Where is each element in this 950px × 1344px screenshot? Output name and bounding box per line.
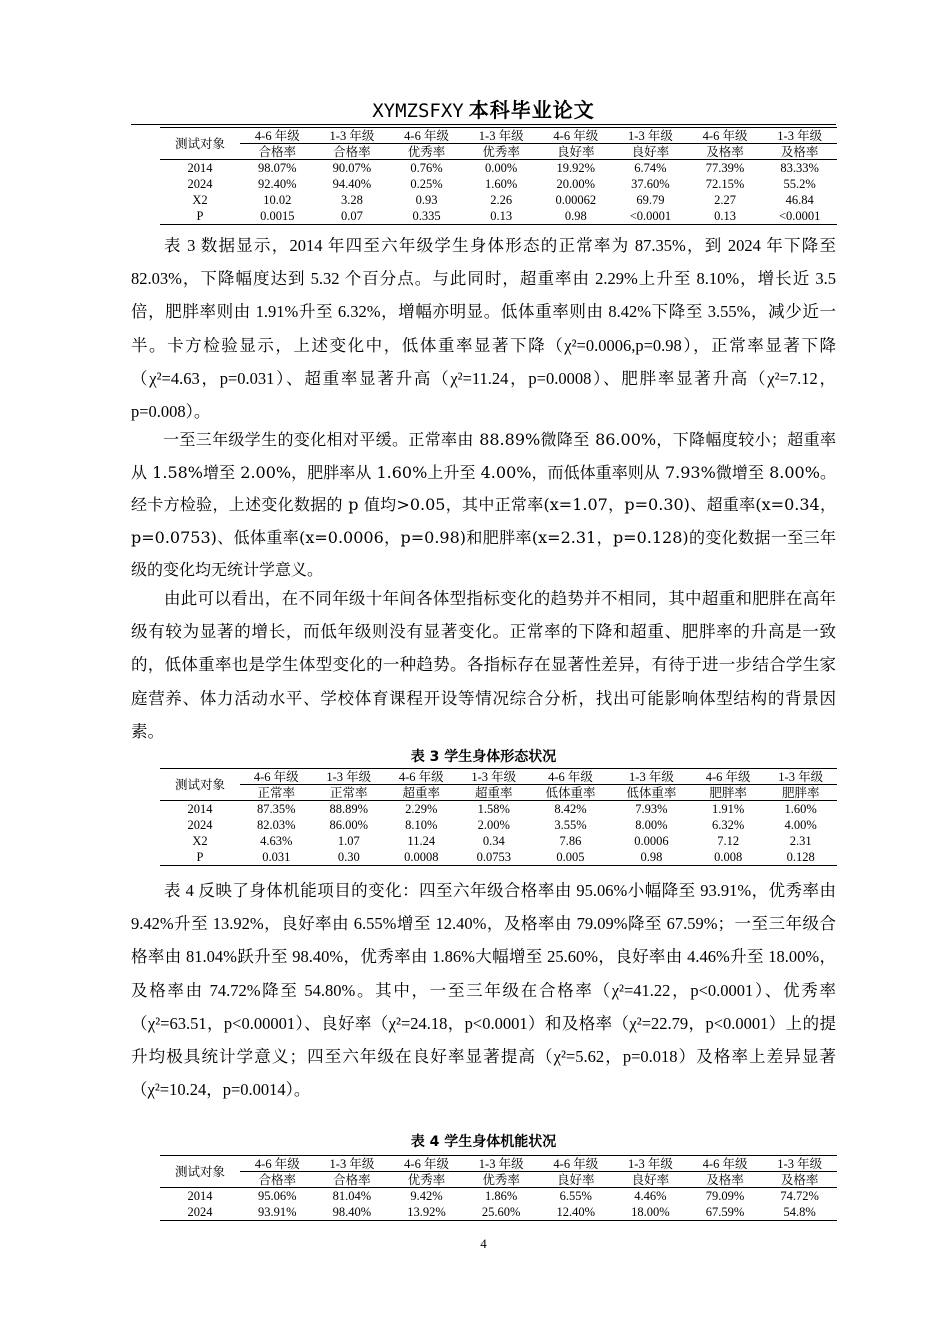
row-label: 2014 [187,1189,213,1203]
column-grade: 1-3 年级 [471,769,517,784]
column-grade: 4-6 年级 [553,128,599,143]
table-cell: 82.03% [256,818,296,832]
table-cell: 0.76% [410,161,443,175]
column-metric: 肥胖率 [692,785,765,801]
table-cell: 46.84 [785,193,814,207]
table-cell: 9.42% [410,1189,443,1203]
table-cell: 6.74% [634,161,667,175]
column-metric: 优秀率 [464,144,539,160]
table-cell: 0.25% [410,177,443,191]
column-grade: 4-6 年级 [702,128,748,143]
table-cell: 11.24 [407,834,436,848]
table-cell: 88.89% [329,802,369,816]
table-cell: 25.60% [464,1204,539,1221]
column-metric: 超重率 [385,785,458,801]
table-cell: 8.10% [405,818,438,832]
column-grade: 4-6 年级 [398,769,444,784]
table-cell: 90.07% [332,161,372,175]
table-cell: 86.00% [329,818,369,832]
row-label: P [160,849,240,866]
column-grade: 4-6 年级 [404,1156,449,1171]
column-metric: 低体重率 [530,785,611,801]
table-row [160,192,837,208]
table-corner-label: 测试对象 [160,1156,240,1188]
paragraph-table4-summary: 表 4 反映了身体机能项目的变化：四至六年级合格率由 95.06%小幅降至 93.91%，优秀率由 9.42%升至 13.92%，良好率由 6.55%增至 12.40%，及格率由 79.09%降至 67.59%；一至三年级合格率由 81.04%跃升至 98.40%，优秀率由 1.86%大幅增至 25.60%，良好率由 4.46%升至 18.00%，及格率由 74.72%降至 54.80%。其中，一至三年级在合格率（χ²=41.22，p<0.0001）、优秀率（χ²=63.51，p<0.00001）、良好率（χ²=24.18，p<0.0001）和及格率（χ²=22.79，p<0.0001）上的提升均极具统计学意义；四至六年级在良好率显著提高（χ²=5.62，p=0.018）及格率上差异显著（χ²=10.24，p=0.0014）。 [131,881,836,1100]
row-label: 2024 [187,177,213,191]
table-cell: 67.59% [688,1204,763,1221]
table-cell: 0.005 [530,849,611,866]
column-metric: 良好率 [613,1172,688,1188]
table-cell: 1.07 [337,834,360,848]
column-grade: 1-3 年级 [778,769,824,784]
column-grade: 4-6 年级 [254,128,300,143]
paragraph-table3-summary: 表 3 数据显示，2014 年四至六年级学生身体形态的正常率为 87.35%，到 2024 年下降至 82.03%，下降幅度达到 5.32 个百分点。与此同时，超重率由 2.29%上升至 8.10%，增长近 3.5 倍，肥胖率则由 1.91%升至 6.32%，增幅亦明显。低体重率则由 8.42%下降至 3.55%，减少近一半。卡方检验显示，上述变化中，低体重率显著下降（χ²=0.0006,p=0.98），正常率显著下降（χ²=4.63，p=0.031）、超重率显著升高（χ²=11.24，p=0.0008）、肥胖率显著升高（χ²=7.12，p=0.008）。 [131,236,836,422]
table-top [160,127,837,225]
running-header [131,100,836,122]
header-row-grade [160,769,837,785]
table-cell: 6.32% [712,818,745,832]
column-metric: 优秀率 [389,1172,464,1188]
table-cell: 10.02 [263,193,292,207]
column-metric: 超重率 [458,785,531,801]
column-grade: 1-3 年级 [629,769,674,784]
column-grade: 1-3 年级 [628,1156,673,1171]
table-cell: 3.55% [554,818,587,832]
table-cell: 13.92% [389,1204,464,1221]
table-cell: 87.35% [256,802,296,816]
column-grade: 1-3 年级 [326,769,372,784]
table-row [160,208,837,225]
column-metric: 合格率 [240,1172,315,1188]
header-row-metric [160,785,837,801]
header-row-metric [160,144,837,160]
row-label: 2024 [160,1204,240,1221]
table-row [160,849,837,866]
column-metric: 及格率 [762,1172,837,1188]
table-cell: 6.55% [559,1189,592,1203]
column-metric: 正常率 [240,785,313,801]
table-cell: 69.79 [636,193,665,207]
table-cell: 54.8% [762,1204,837,1221]
table-cell: 8.42% [554,802,587,816]
table-cell: 0.0008 [385,849,458,866]
table-cell: 74.72% [780,1189,819,1203]
table-cell: 4.63% [260,834,293,848]
table-cell: 0.0015 [240,208,315,225]
header-title: 本科毕业论文 [468,100,595,122]
table-cell: 1.86% [485,1189,518,1203]
table-cell: 55.2% [783,177,816,191]
table-cell: 0.98 [611,849,692,866]
table-cell: 93.91% [240,1204,315,1221]
table-row [160,817,837,833]
row-label: P [160,208,240,225]
table-cell: 1.60% [485,177,518,191]
table-cell: 0.13 [464,208,539,225]
column-grade: 4-6 年级 [404,128,449,143]
column-metric: 合格率 [315,1172,390,1188]
table-cell: 18.00% [613,1204,688,1221]
column-metric: 良好率 [613,144,688,160]
table3-caption: 表 3 学生身体形态状况 [410,749,557,765]
column-grade: 1-3 年级 [777,1156,823,1171]
table-row [160,1188,837,1205]
column-metric: 合格率 [315,144,390,160]
table-cell: 0.335 [389,208,464,225]
column-grade: 4-6 年级 [702,1156,748,1171]
header-row-grade [160,128,837,144]
table-cell: 98.40% [315,1204,390,1221]
table-cell: 72.15% [705,177,745,191]
table-cell: 4.46% [634,1189,667,1203]
row-label: 2014 [187,802,213,816]
table-cell: 1.60% [784,802,817,816]
table-cell: 98.07% [258,161,297,175]
column-grade: 1-3 年级 [628,128,673,143]
table-cell: 79.09% [705,1189,745,1203]
table-cell: 94.40% [332,177,372,191]
table-cell: 4.00% [784,818,817,832]
table-3 [160,768,837,866]
table-4 [160,1155,837,1221]
row-label: X2 [192,193,208,207]
table-cell: 37.60% [631,177,670,191]
table-row [160,801,837,818]
column-grade: 4-6 年级 [553,1156,599,1171]
table-cell: 0.00062 [555,193,597,207]
table-row [160,833,837,849]
table-cell: 2.26 [490,193,513,207]
table-cell: 12.40% [539,1204,614,1221]
row-label: 2024 [187,818,213,832]
table-cell: 0.00% [485,161,518,175]
table-cell: 0.07 [315,208,390,225]
column-metric: 肥胖率 [764,785,837,801]
table-corner-label: 测试对象 [160,769,240,801]
table-cell: <0.0001 [613,208,688,225]
page-number: 4 [480,1236,487,1251]
table-cell: 0.0753 [458,849,531,866]
table-cell: 92.40% [258,177,297,191]
column-metric: 正常率 [313,785,386,801]
table-cell: 83.33% [780,161,819,175]
table-cell: 0.98 [539,208,614,225]
table-cell: 2.31 [789,834,812,848]
table-cell: 0.031 [240,849,313,866]
header-row-grade [160,1156,837,1172]
table-cell: 0.008 [692,849,765,866]
column-metric: 及格率 [762,144,837,160]
table-cell: 0.128 [764,849,837,866]
table-cell: 2.00% [477,818,510,832]
paragraph-grades-1-3: 一至三年级学生的变化相对平缓。正常率由 88.89%微降至 86.00%，下降幅度较小；超重率从 1.58%增至 2.00%，肥胖率从 1.60%上升至 4.00%，而低体重率则从 7.93%微增至 8.00%。经卡方检验，上述变化数据的 p 值均>0.05，其中正常率(x=1.07，p=0.30)、超重率(x=0.34，p=0.0753)、低体重率(x=0.0006，p=0.98)和肥胖率(x=2.31，p=0.128)的变化数据一至三年级的变化均无统计学意义。 [131,430,836,580]
row-label: 2014 [187,161,213,175]
table-row [160,160,837,177]
table-cell: <0.0001 [762,208,837,225]
table4-caption: 表 4 学生身体机能状况 [410,1134,557,1150]
column-metric: 良好率 [539,1172,614,1188]
column-grade: 1-3 年级 [777,128,823,143]
table-cell: 1.91% [712,802,745,816]
column-metric: 及格率 [688,1172,763,1188]
column-metric: 良好率 [539,144,614,160]
row-label: X2 [192,834,208,848]
table-cell: 8.00% [635,818,668,832]
table-corner-label: 测试对象 [160,128,240,160]
column-grade: 4-6 年级 [253,769,299,784]
table-row [160,1204,837,1221]
table-cell: 0.13 [688,208,763,225]
table-cell: 81.04% [332,1189,372,1203]
table-cell: 0.34 [482,834,505,848]
table-cell: 2.29% [405,802,438,816]
paragraph-conclusion: 由此可以看出，在不同年级十年间各体型指标变化的趋势并不相同，其中超重和肥胖在高年级有较为显著的增长，而低年级则没有显著变化。正常率的下降和超重、肥胖率的升高是一致的，低体重率也是学生体型变化的一种趋势。各指标存在显著性差异，有待于进一步结合学生家庭营养、体力活动水平、学校体育课程开设等情况综合分析，找出可能影响体型结构的背景因素。 [131,589,836,741]
table-cell: 7.86 [559,834,582,848]
table-cell: 0.0006 [634,834,669,848]
table-cell: 0.93 [415,193,438,207]
table-cell: 20.00% [556,177,596,191]
column-grade: 4-6 年级 [254,1156,300,1171]
header-row-metric [160,1172,837,1188]
column-grade: 1-3 年级 [478,128,524,143]
table-cell: 7.12 [717,834,740,848]
table-cell: 95.06% [258,1189,297,1203]
column-metric: 低体重率 [611,785,692,801]
column-grade: 1-3 年级 [329,1156,375,1171]
column-grade: 4-6 年级 [548,769,593,784]
column-grade: 1-3 年级 [478,1156,524,1171]
header-latin: XYMZSFXY [372,100,464,122]
table-cell: 77.39% [705,161,745,175]
column-metric: 优秀率 [389,144,464,160]
column-metric: 优秀率 [464,1172,539,1188]
table-cell: 0.30 [313,849,386,866]
column-grade: 4-6 年级 [705,769,751,784]
column-metric: 合格率 [240,144,315,160]
table-cell: 7.93% [635,802,668,816]
column-grade: 1-3 年级 [329,128,375,143]
table-cell: 3.28 [341,193,363,207]
table-row [160,176,837,192]
column-metric: 及格率 [688,144,763,160]
header-rule [131,124,836,125]
table-cell: 1.58% [477,802,510,816]
table-cell: 19.92% [556,161,596,175]
table-cell: 2.27 [714,193,736,207]
